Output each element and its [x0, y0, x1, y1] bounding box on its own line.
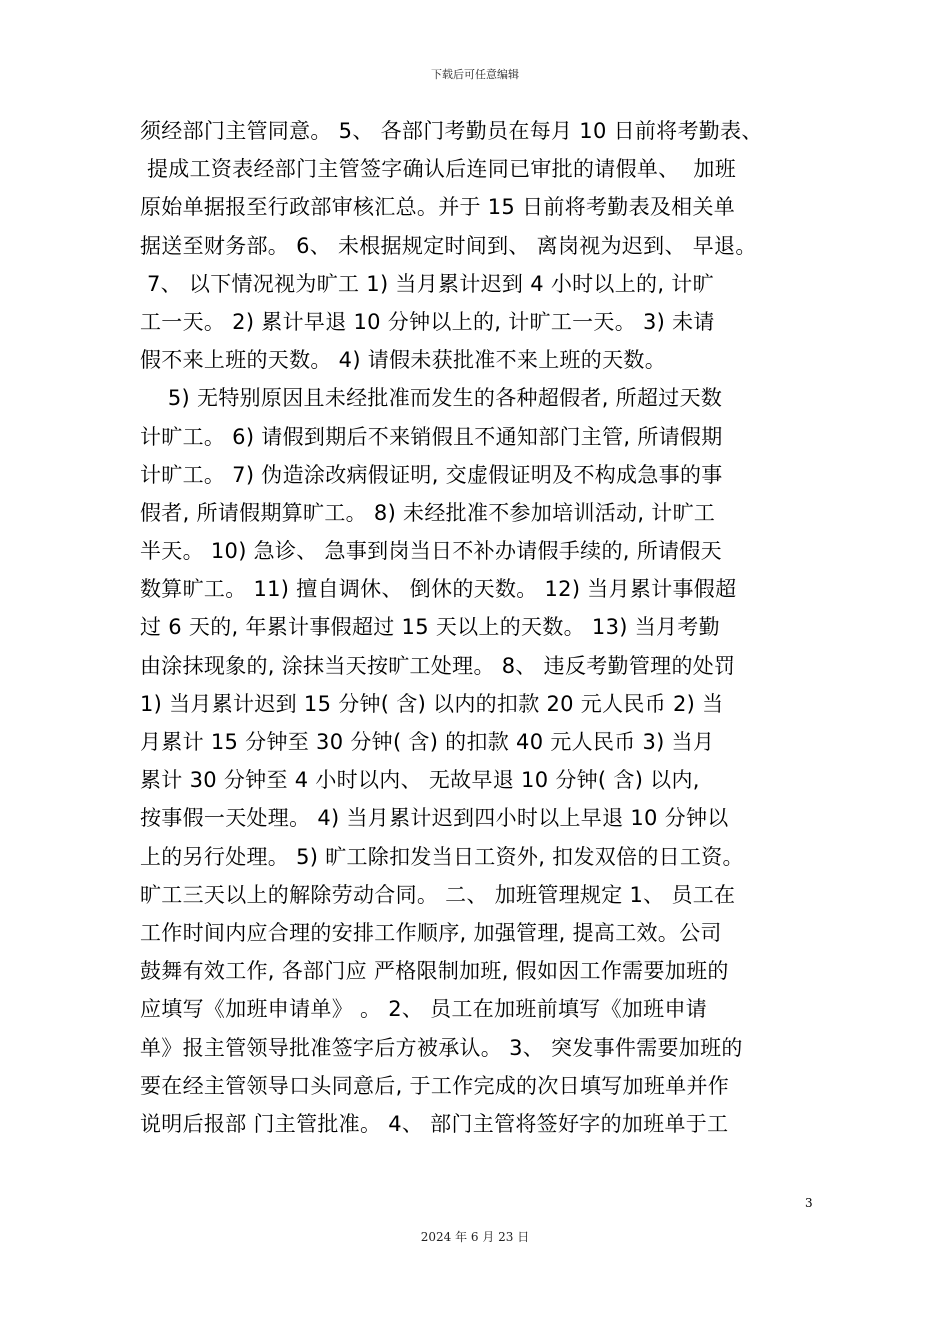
- body-line: 工一天。 2) 累计早退 10 分钟以上的, 计旷工一天。 3) 未请: [140, 309, 715, 334]
- body-line: 上的另行处理。 5) 旷工除扣发当日工资外, 扣发双倍的日工资。: [140, 844, 744, 869]
- body-line: 须经部门主管同意。 5、 各部门考勤员在每月 10 日前将考勤表、: [140, 119, 763, 143]
- body-line: 半天。 10) 急诊、 急事到岗当日不补办请假手续的, 所请假天: [140, 539, 722, 564]
- body-line: 由涂抹现象的, 涂抹当天按旷工处理。 8、 违反考勤管理的处罚: [140, 653, 736, 678]
- body-line: 鼓舞有效工作, 各部门应 严格限制加班, 假如因工作需要加班的: [140, 959, 729, 984]
- body-line: 假者, 所请假期算旷工。 8) 未经批准不参加培训活动, 计旷工: [140, 500, 716, 525]
- body-line: 累计 30 分钟至 4 小时以内、 无故早退 10 分钟( 含) 以内,: [140, 768, 700, 793]
- body-line: 数算旷工。 11) 擅自调休、 倒休的天数。 12) 当月累计事假超: [140, 577, 737, 602]
- document-body: [140, 112, 830, 1143]
- body-line: 1) 当月累计迟到 15 分钟( 含) 以内的扣款 20 元人民币 2) 当: [140, 691, 724, 716]
- body-line: 计旷工。 6) 请假到期后不来销假且不通知部门主管, 所请假期: [140, 424, 723, 449]
- body-line: 单》报主管领导批准签字后方被承认。 3、 突发事件需要加班的: [140, 1035, 743, 1060]
- body-line: 月累计 15 分钟至 30 分钟( 含) 的扣款 40 元人民币 3) 当月: [140, 730, 715, 754]
- body-line: 计旷工。 7) 伪造涂改病假证明, 交虚假证明及不构成急事的事: [140, 462, 723, 487]
- body-line: 过 6 天的, 年累计事假超过 15 天以上的天数。 13) 当月考勤: [140, 615, 720, 640]
- body-line: 要在经主管领导口头同意后, 于工作完成的次日填写加班单并作: [140, 1073, 730, 1098]
- body-line: 旷工三天以上的解除劳动合同。 二、 加班管理规定 1、 员工在: [140, 882, 736, 907]
- page-header: 下载后可任意编辑: [431, 68, 519, 81]
- body-line: 提成工资表经部门主管签字确认后连同已审批的请假单、 加班: [140, 157, 737, 182]
- body-line: 原始单据报至行政部审核汇总。并于 15 日前将考勤表及相关单: [140, 195, 736, 220]
- body-line: 5) 无特别原因且未经批准而发生的各种超假者, 所超过天数: [140, 386, 723, 411]
- page-footer-date: 2024 年 6 月 23 日: [420, 1230, 530, 1244]
- page-number: 3: [805, 1196, 813, 1210]
- body-line: 按事假一天处理。 4) 当月累计迟到四小时以上早退 10 分钟以: [140, 806, 729, 831]
- body-line: 应填写《加班申请单》 。 2、 员工在加班前填写《加班申请: [140, 997, 708, 1022]
- body-line: 假不来上班的天数。 4) 请假未获批准不来上班的天数。: [140, 348, 667, 373]
- body-line: 工作时间内应合理的安排工作顺序, 加强管理, 提高工效。公司: [140, 920, 722, 945]
- body-line: 7、 以下情况视为旷工 1) 当月累计迟到 4 小时以上的, 计旷: [140, 271, 714, 296]
- body-line: 据送至财务部。 6、 未根据规定时间到、 离岗视为迟到、 早退。: [140, 233, 757, 258]
- body-line: 说明后报部 门主管批准。 4、 部门主管将签好字的加班单于工: [140, 1111, 729, 1136]
